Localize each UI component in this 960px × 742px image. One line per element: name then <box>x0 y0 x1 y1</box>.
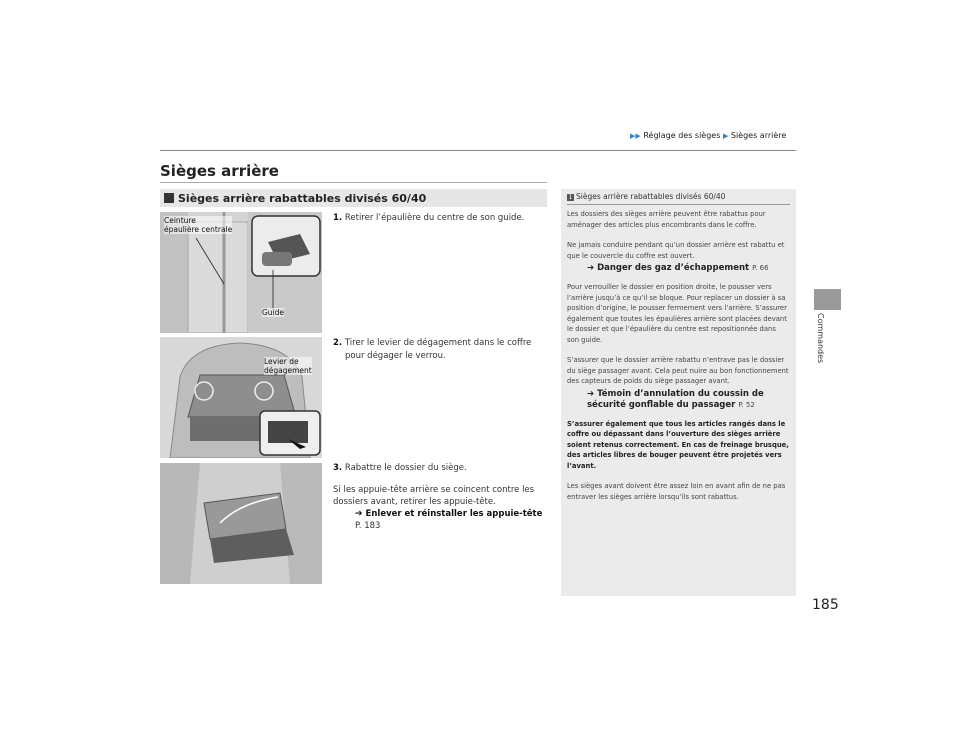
sidebar-cross-reference[interactable] <box>567 263 790 274</box>
page-number: 185 <box>812 597 839 613</box>
chapter-tab[interactable] <box>814 289 841 310</box>
sidebar-paragraph: Les dossiers des sièges arrière peuvent être rabattus pour aménager des articles plus encombrants dans le coffre. <box>567 210 766 229</box>
reference-arrow-icon: ➔ <box>587 263 598 273</box>
section-title: Sièges arrière rabattables divisés 60/40 <box>178 191 427 205</box>
breadcrumb-parent[interactable]: Réglage des sièges <box>643 131 721 140</box>
breadcrumb-arrow-icon: ▶▶ <box>630 132 641 140</box>
step-3 <box>333 462 548 475</box>
page-title: Sièges arrière <box>160 162 279 180</box>
figure-release-lever <box>160 337 322 458</box>
sidebar-paragraph: Les sièges avant doivent être assez loin en avant afin de ne pas entraver les sièges arrière lorsqu’ils sont rabattus. <box>567 482 786 501</box>
title-divider <box>160 182 547 183</box>
sidebar-paragraph: Ne jamais conduire pendant qu’un dossier arrière est rabattu et que le couvercle du coffre est ouvert. <box>567 241 785 260</box>
note-ref-title: Enlever et réinstaller les appuie-tête <box>365 509 543 519</box>
section-square-icon <box>164 193 174 203</box>
chapter-tab-label <box>806 313 846 373</box>
step-text: Tirer le levier de dégagement dans le coffre pour dégager le verrou. <box>344 338 532 361</box>
step-text: Rabattre le dossier du siège. <box>344 463 467 473</box>
headrest-note <box>333 484 548 532</box>
sidebar-heading <box>567 192 790 205</box>
label-guide: Guide <box>262 308 285 317</box>
sidebar-heading-text: Sièges arrière rabattables divisés 60/40 <box>576 192 726 201</box>
label-center-shoulder-belt: Ceinture épaulière centrale <box>164 216 233 234</box>
step-number: 3. <box>333 463 343 473</box>
header-divider <box>160 150 796 151</box>
sidebar-paragraph: Pour verrouiller le dossier en position droite, le pousser vers l’arrière jusqu’à ce qu’il se bloque. Pour replacer un dossier à sa position d’origine, le pousser fermement vers l’arrière. S’assurer également que toutes les épaulières arrière sont placées devant le dossier et que l’épaulière du centre est repositionnée dans son guide. <box>567 283 787 344</box>
step-1 <box>333 212 548 225</box>
figure-center-shoulder-belt <box>160 212 322 333</box>
step-number: 1. <box>333 213 343 223</box>
reference-arrow-icon: ➔ <box>355 509 363 519</box>
sidebar-paragraph: S’assurer que le dossier arrière rabattu n’entrave pas le dossier du siège passager avant. Cela peut nuire au bon fonctionnement des capteurs de poids du siège passager avant. <box>567 356 789 385</box>
note-number-icon: 1 <box>568 194 573 201</box>
sidebar-notes <box>561 189 796 596</box>
sidebar-warning: S’assurer également que tous les articles rangés dans le coffre ou dépassant dans l’ouverture des sièges arrière soient retenus correctement. En cas de freinage brusque, des articles libres de bouger peuvent être projetés vers l’avant. <box>567 419 789 470</box>
note-ref-page: P. 183 <box>355 521 381 531</box>
note-text: Si les appuie-tête arrière se coincent contre les dossiers avant, retirer les appuie-tête. <box>333 485 535 507</box>
step-2 <box>333 337 548 363</box>
sidebar-ref-page: P. 52 <box>738 400 755 409</box>
breadcrumb <box>630 131 786 140</box>
sidebar-ref-page: P. 66 <box>752 264 769 272</box>
step-number: 2. <box>333 338 343 348</box>
reference-arrow-icon: ➔ <box>587 388 598 399</box>
step-text: Retirer l’épaulière du centre de son guide. <box>344 213 525 223</box>
chapter-tab-text: Commandes <box>816 313 825 364</box>
label-release-lever: Levier de dégagement <box>264 357 312 375</box>
note-cross-reference[interactable] <box>333 508 548 532</box>
breadcrumb-arrow-icon: ▶ <box>722 132 729 140</box>
breadcrumb-current: Sièges arrière <box>730 131 787 140</box>
figure-folded-seat <box>160 463 322 584</box>
sidebar-cross-reference[interactable] <box>567 389 790 411</box>
section-header <box>160 189 547 207</box>
sidebar-ref-title: Témoin d’annulation du coussin de sécurité gonflable du passager <box>587 388 764 410</box>
sidebar-ref-title: Danger des gaz d’échappement <box>597 263 750 273</box>
